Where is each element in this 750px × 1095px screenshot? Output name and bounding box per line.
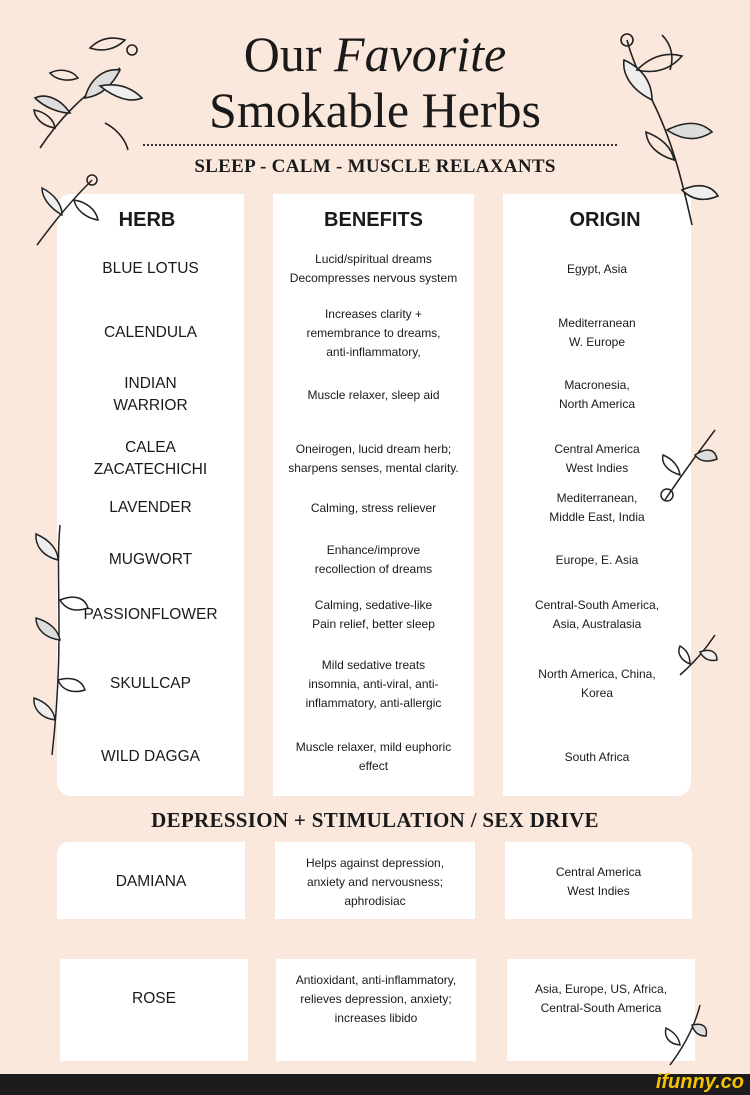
title-divider [143, 144, 617, 146]
page-title-line-2: Smokable Herbs [209, 82, 541, 138]
herb-origin: Macronesia, North America [558, 378, 636, 411]
section-heading-depression: DEPRESSION + STIMULATION / SEX DRIVE [151, 808, 599, 832]
herb-name: ROSE [132, 990, 176, 1007]
herb-name: DAMIANA [115, 873, 187, 890]
herb-name: INDIAN WARRIOR [113, 375, 188, 414]
herb-origin: North America, China, Korea [538, 667, 656, 700]
herb-name: MUGWORT [108, 551, 193, 568]
herb-origin: South Africa [564, 749, 630, 764]
herb-name: BLUE LOTUS [102, 260, 199, 277]
herb-benefits: Helps against depression, anxiety and nervousness; aphrodisiac [305, 855, 445, 908]
herb-sprig-illustration-left-upper [32, 170, 102, 250]
herb-name: LAVENDER [109, 499, 192, 516]
herb-origin: Mediterranean, Middle East, India [549, 491, 645, 524]
watermark-bar [0, 1071, 750, 1095]
herb-benefits: Oneirogen, lucid dream herb; sharpens senses, mental clarity. [288, 442, 459, 475]
herb-sprig-illustration-right-middle [655, 425, 720, 505]
title-word-our: Our [243, 26, 322, 82]
watermark-logo: ifunny.co [655, 1071, 744, 1093]
herb-name: CALENDULA [103, 324, 198, 341]
herb-sprig-illustration-top-right [612, 30, 722, 230]
herb-name: WILD DAGGA [100, 748, 201, 765]
herb-name: SKULLCAP [110, 675, 191, 692]
herb-sprig-illustration-left-middle [30, 520, 90, 760]
herb-sprig-illustration-top-left [30, 28, 150, 158]
herb-origin: Asia, Europe, US, Africa, Central-South America [534, 982, 668, 1015]
herb-origin: Central America West Indies [555, 865, 642, 898]
herb-origin: Central-South America, Asia, Australasia [534, 598, 660, 631]
column-header-origin: ORIGIN [569, 209, 641, 231]
herb-benefits: Mild sedative treats insomnia, anti-viral, anti- inflammatory, anti-allergic [305, 657, 442, 710]
herb-origin: Egypt, Asia [566, 261, 628, 276]
herb-sprig-illustration-bottom-right [660, 1000, 710, 1070]
herb-benefits: Calming, stress reliever [310, 500, 437, 515]
herb-benefits: Antioxidant, anti-inflammatory, relieves depression, anxiety; increases libido [295, 972, 457, 1025]
herb-origin: Mediterranean W. Europe [558, 316, 636, 349]
herb-benefits: Enhance/improve recollection of dreams [314, 543, 433, 576]
herb-sprig-illustration-right-lower [675, 630, 720, 680]
herb-benefits: Calming, sedative-like Pain relief, better sleep [312, 598, 435, 631]
section-heading-sleep: SLEEP - CALM - MUSCLE RELAXANTS [194, 156, 556, 177]
herb-name: CALEA ZACATECHICHI [93, 439, 208, 478]
herb-benefits: Muscle relaxer, mild euphoric effect [295, 740, 452, 773]
herb-benefits: Muscle relaxer, sleep aid [307, 387, 440, 402]
title-word-favorite: Favorite [334, 26, 507, 82]
herb-benefits: Lucid/spiritual dreams Decompresses nervous system [289, 252, 458, 285]
herb-benefits: Increases clarity + remembrance to dreams, anti-inflammatory, [306, 306, 441, 359]
herb-origin: Europe, E. Asia [555, 552, 639, 567]
herb-origin: Central America West Indies [554, 442, 640, 475]
herb-name: PASSIONFLOWER [83, 606, 218, 623]
column-header-herb: HERB [118, 209, 176, 231]
column-header-benefits: BENEFITS [324, 209, 423, 231]
